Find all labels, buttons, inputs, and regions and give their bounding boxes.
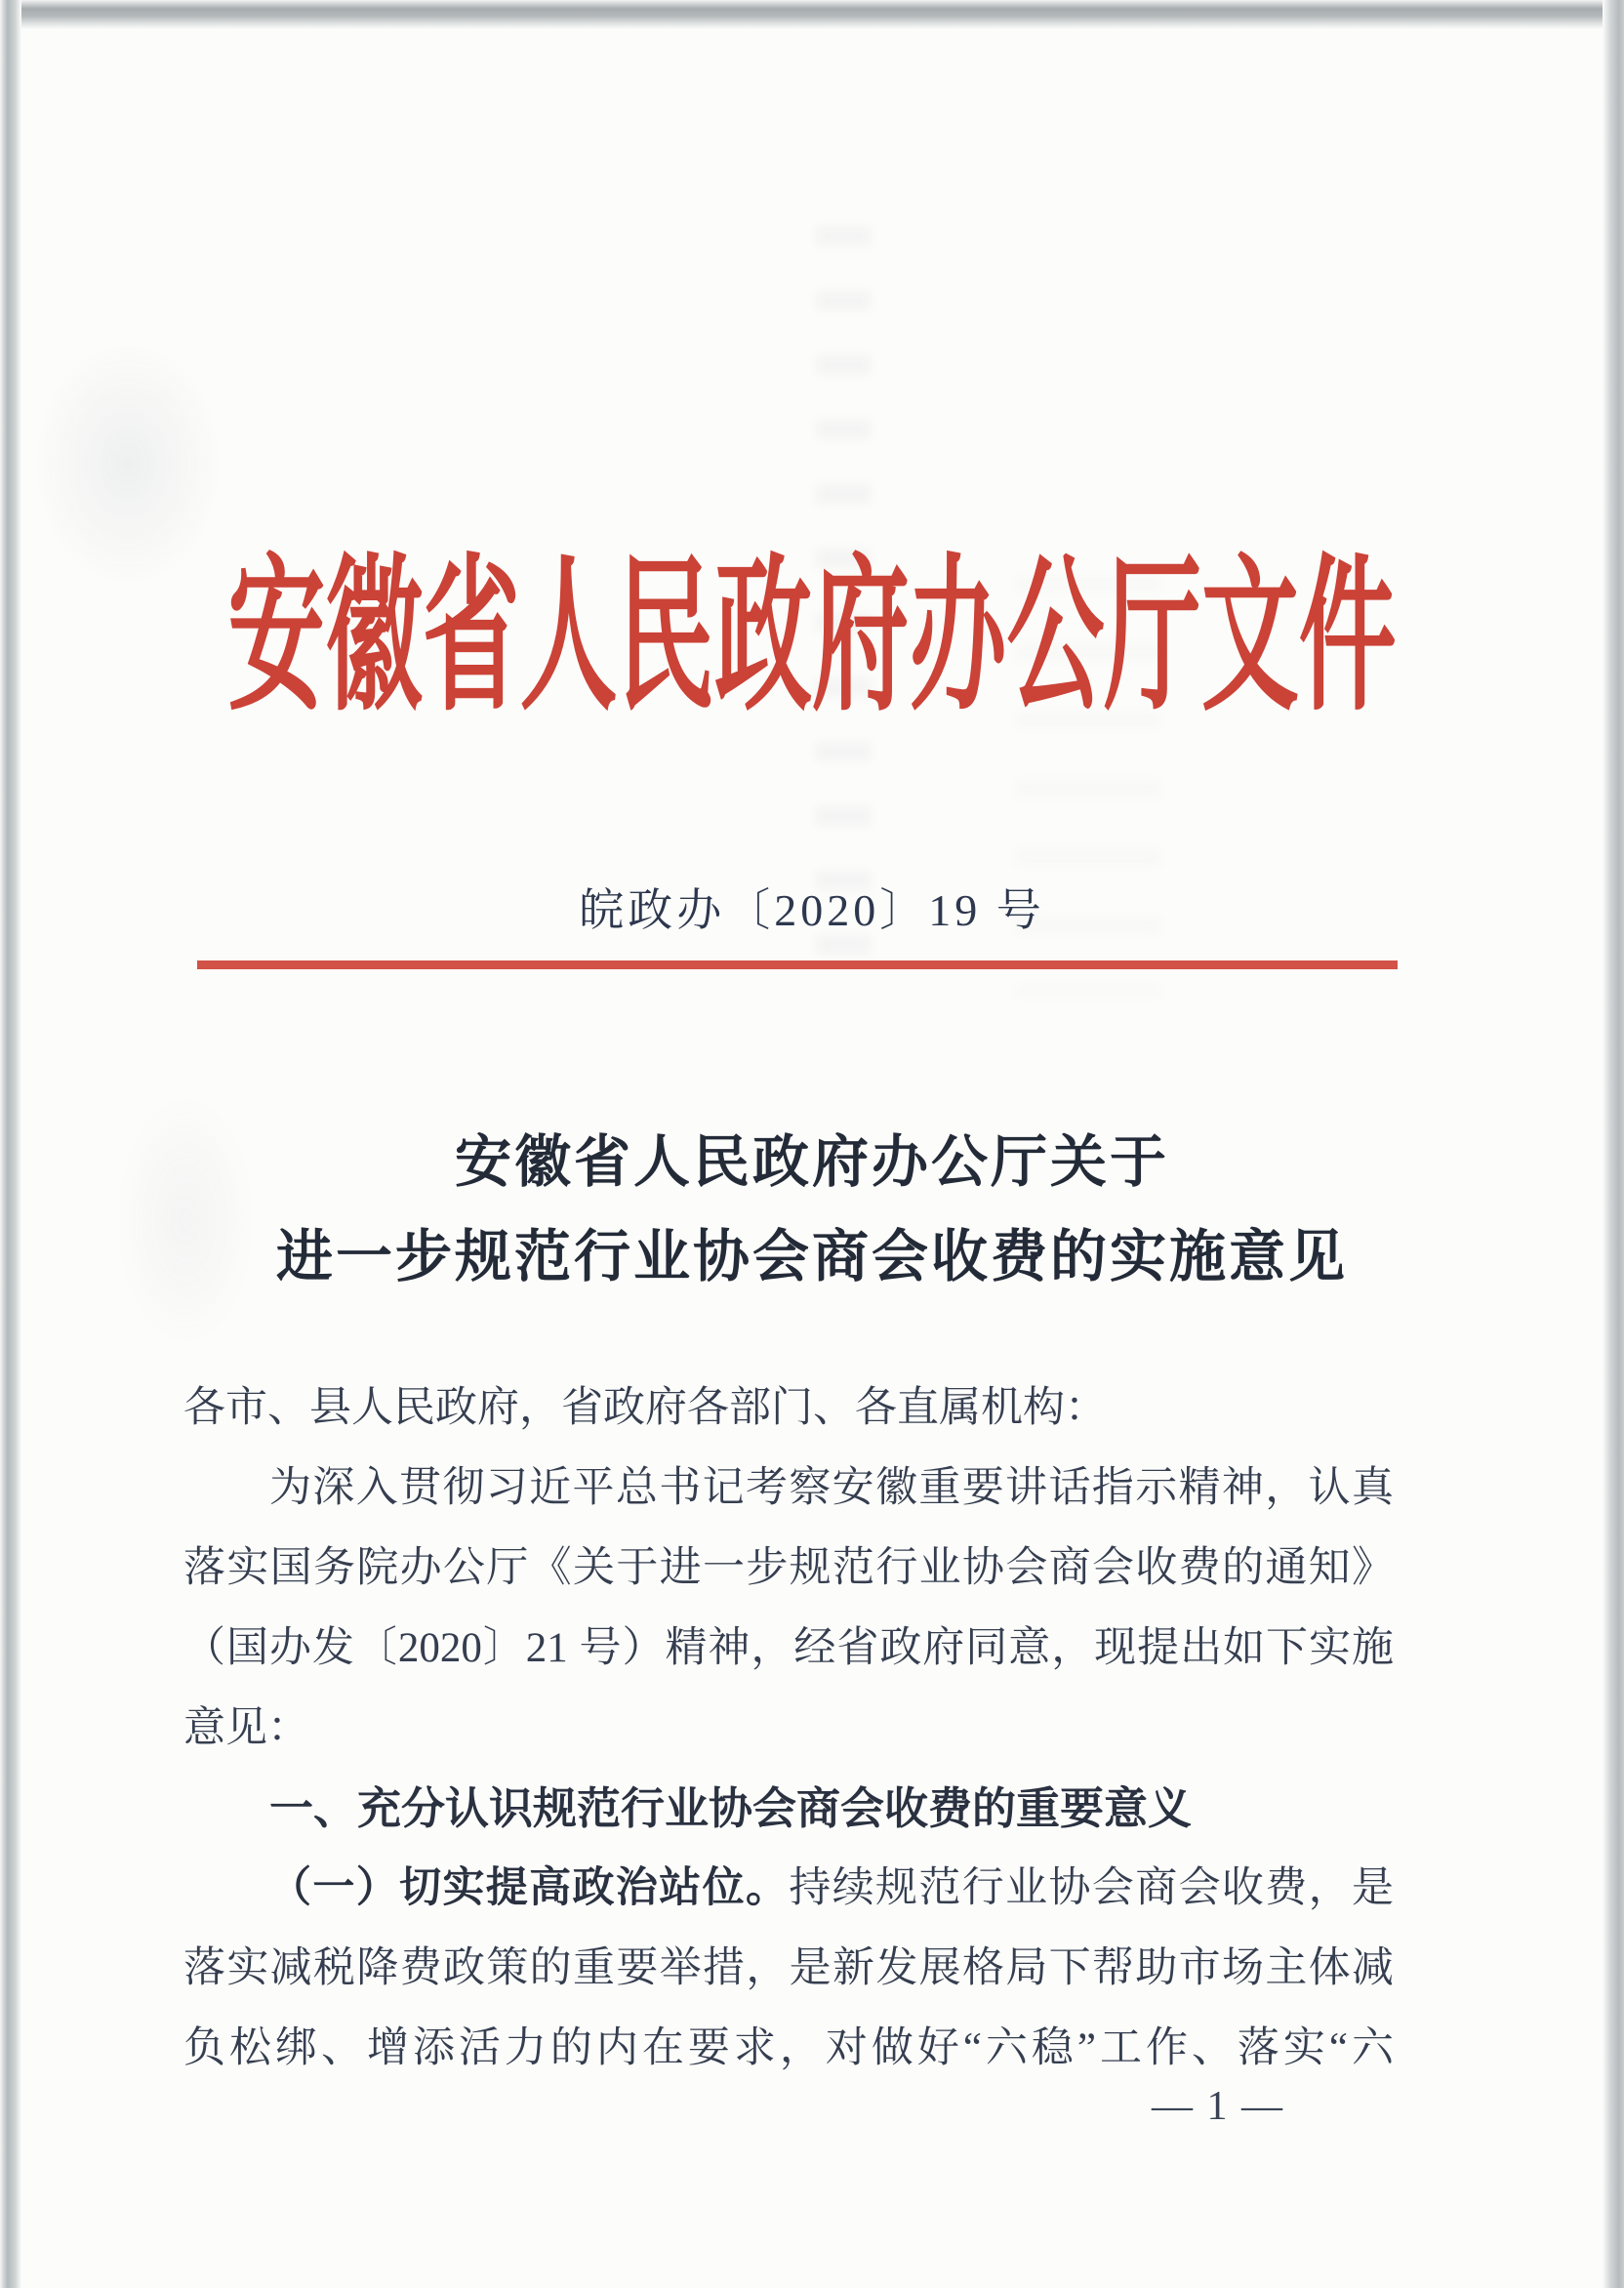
letterhead-org-title: 安徽省人民政府办公厅文件 bbox=[227, 546, 1397, 731]
paragraph2-line2: 落实减税降费政策的重要举措，是新发展格局下帮助市场主体减 bbox=[183, 1945, 1394, 1991]
paragraph2-line1 bbox=[183, 1849, 1394, 1929]
document-title-line2: 进一步规范行业协会商会收费的实施意见 bbox=[275, 1225, 1348, 1288]
paragraph1-line4: 意见： bbox=[183, 1705, 309, 1751]
scan-edge-top bbox=[0, 0, 1624, 29]
document-body bbox=[183, 1369, 1394, 2089]
document-number: 皖政办〔2020〕19 号 bbox=[579, 885, 1045, 935]
section1-heading: 一、充分认识规范行业协会商会收费的重要意义 bbox=[269, 1783, 1193, 1833]
scan-smudge bbox=[35, 342, 221, 586]
paragraph2-lead-bold: （一）切实提高政治站位。 bbox=[269, 1865, 790, 1911]
paragraph1-line2: 落实国务院办公厅《关于进一步规范行业协会商会收费的通知》 bbox=[183, 1545, 1394, 1591]
document-title-line1: 安徽省人民政府办公厅关于 bbox=[454, 1130, 1169, 1194]
paragraph2-line3: 负松绑、增添活力的内在要求，对做好“六稳”工作、落实“六 bbox=[183, 2025, 1394, 2071]
paragraph2-line1-rest: 持续规范行业协会商会收费，是 bbox=[789, 1865, 1394, 1911]
letterhead-separator-line bbox=[197, 960, 1398, 969]
paragraph1-line1: 为深入贯彻习近平总书记考察安徽重要讲话指示精神，认真 bbox=[269, 1465, 1394, 1511]
page-number: — 1 — bbox=[1152, 2084, 1284, 2129]
salutation-line: 各市、县人民政府，省政府各部门、各直属机构： bbox=[183, 1385, 1107, 1431]
document-title bbox=[0, 1115, 1624, 1304]
paragraph1-line3: （国办发〔2020〕21 号）精神，经省政府同意，现提出如下实施 bbox=[183, 1625, 1394, 1671]
